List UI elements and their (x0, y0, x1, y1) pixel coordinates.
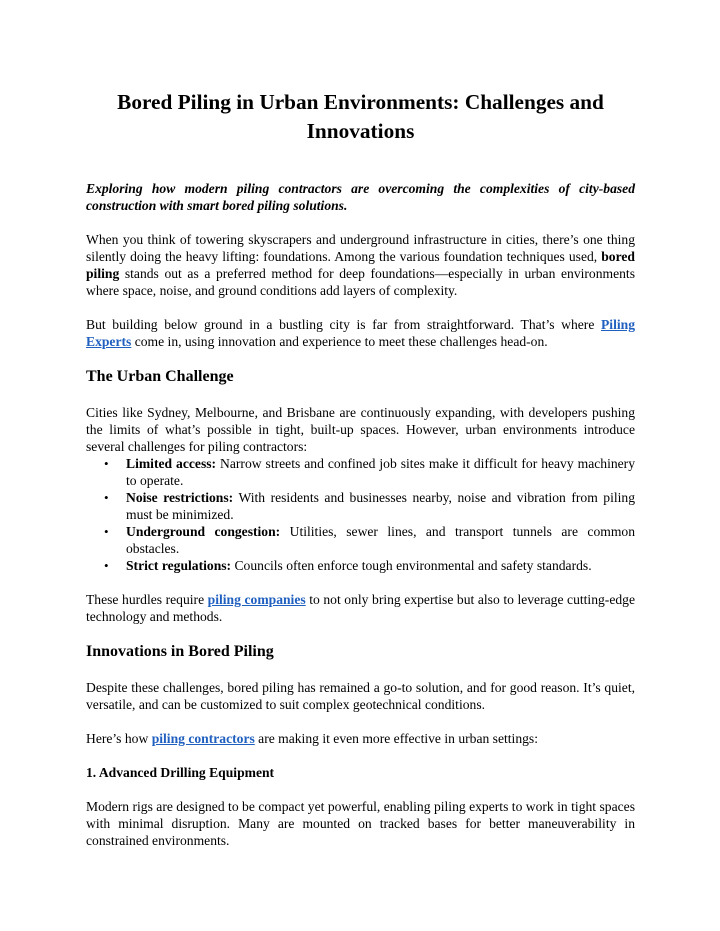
subtitle: Exploring how modern piling contractors are overcoming the complexities of city-based construction with smart bored piling solutions. (86, 181, 635, 213)
bullet-icon: • (104, 490, 109, 505)
bullet-icon: • (104, 558, 109, 573)
intro-p1-bold: bored piling (86, 249, 635, 281)
innovations-paragraph-2 (86, 730, 635, 747)
list-item-text: Utilities, sewer lines, and transport tunnels are common obstacles. (126, 524, 635, 556)
urban-paragraph-1: Cities like Sydney, Melbourne, and Brisbane are continuously expanding, with developers pushing the limits of what’s possible in tight, built-up spaces. However, urban environments introduce several challenges for piling contractors: (86, 405, 635, 454)
piling-experts-link[interactable]: Piling Experts (86, 317, 635, 349)
urban-paragraph-2 (86, 591, 635, 625)
intro-p1-text-b: stands out as a preferred method for deep foundations—especially in urban environments where space, noise, and ground conditions add layers of complexity. (86, 266, 635, 298)
intro-paragraph-1 (86, 231, 635, 299)
piling-contractors-link[interactable]: piling contractors (151, 731, 255, 746)
list-item (86, 489, 635, 523)
list-item-text: Narrow streets and confined job sites make it difficult for heavy machinery to operate. (126, 456, 636, 488)
innov-p2-text-a: Here’s how (86, 731, 152, 746)
innovations-paragraph-1: Despite these challenges, bored piling has remained a go-to solution, and for good reason. It’s quiet, versatile, and can be customized to suit complex geotechnical conditions. (86, 680, 635, 712)
list-item (86, 455, 635, 489)
list-item-label: Noise restrictions: (126, 490, 234, 505)
advanced-drilling-paragraph: Modern rigs are designed to be compact yet powerful, enabling piling experts to work in tight spaces with minimal disruption. Many are mounted on tracked bases for better maneuverability in constrained environments. (86, 799, 635, 848)
challenge-list (86, 455, 635, 574)
list-item-text: With residents and businesses nearby, noise and vibration from piling must be minimized. (126, 490, 636, 522)
list-item-label: Underground congestion: (126, 524, 281, 539)
page-title: Bored Piling in Urban Environments: Challenges and Innovations (117, 90, 604, 143)
innov-p2-text-b: are making it even more effective in urban settings: (254, 731, 538, 746)
document-content (86, 88, 635, 849)
heading-advanced-drilling: 1. Advanced Drilling Equipment (86, 765, 275, 780)
bullet-icon: • (104, 524, 109, 539)
list-item (86, 523, 635, 557)
list-item-label: Strict regulations: (126, 558, 232, 573)
urban-p2-text-a: These hurdles require (86, 592, 208, 607)
intro-p2-text-a: But building below ground in a bustling city is far from straightforward. That’s where (86, 317, 601, 332)
list-item-label: Limited access: (126, 456, 217, 471)
intro-p2-text-b: come in, using innovation and experience to meet these challenges head-on. (131, 334, 548, 349)
intro-p1-text-a: When you think of towering skyscrapers and underground infrastructure in cities, there’s one thing silently doing the heavy lifting: foundations. Among the various foundation techniques used, (86, 232, 635, 264)
heading-innovations: Innovations in Bored Piling (86, 643, 274, 660)
piling-companies-link[interactable]: piling companies (207, 592, 306, 607)
bullet-icon: • (104, 456, 109, 471)
intro-paragraph-2 (86, 316, 635, 350)
heading-urban-challenge: The Urban Challenge (86, 368, 234, 385)
list-item (86, 557, 635, 574)
urban-p2-text-b: to not only bring expertise but also to leverage cutting-edge technology and methods. (86, 592, 635, 624)
list-item-text: Councils often enforce tough environmental and safety standards. (231, 558, 592, 573)
